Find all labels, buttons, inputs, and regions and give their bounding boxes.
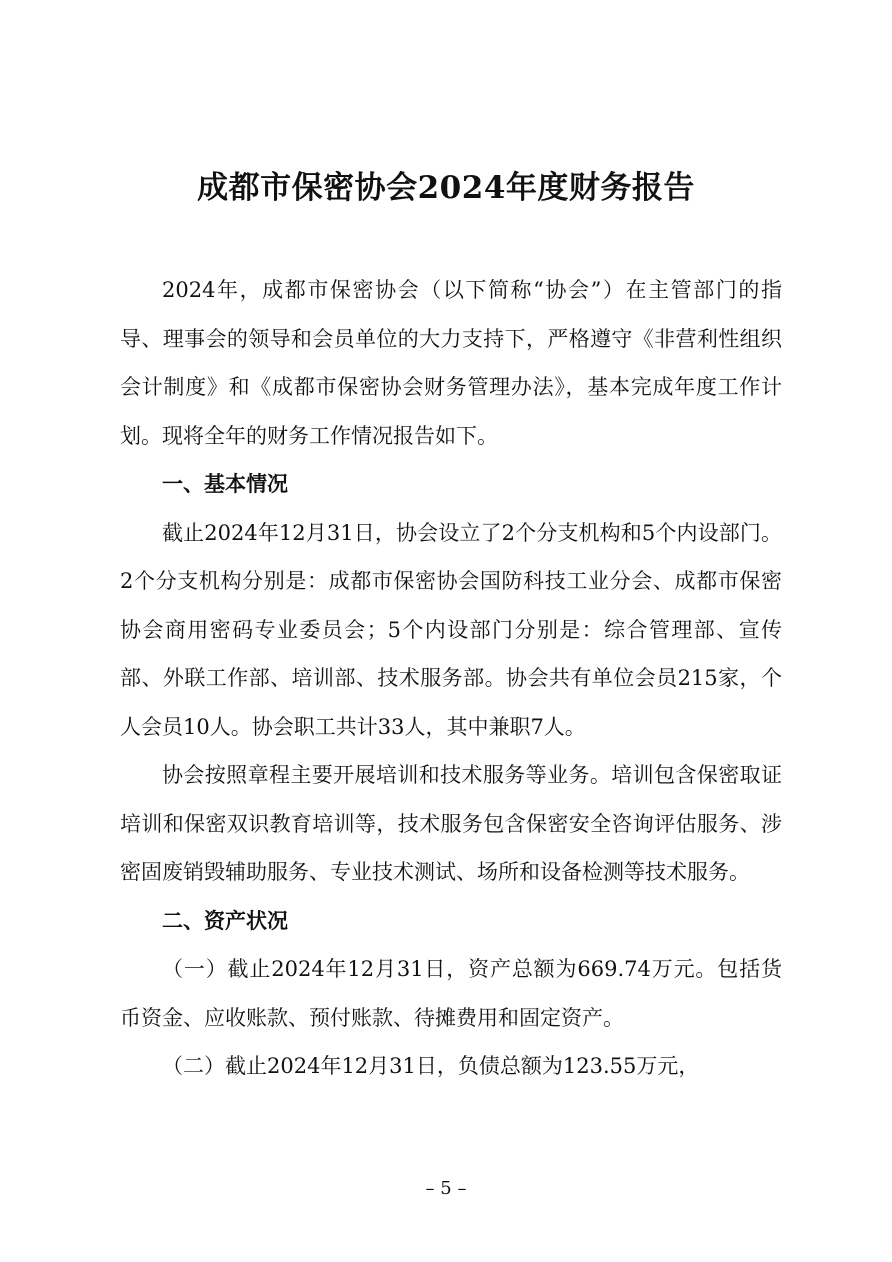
page-number: – 5 – <box>425 1178 467 1199</box>
liabilities-paragraph: （二）截止2024年12月31日，负债总额为123.55万元， <box>162 1054 700 1078</box>
assets-paragraph: （一）截止2024年12月31日，资产总额为669.74万元。包括货币资金、应收账款、预付账款、待摊费用和固定资产。 <box>120 957 782 1030</box>
document-title: 成都市保密协会2024年度财务报告 <box>197 170 695 206</box>
intro-paragraph: 2024年，成都市保密协会（以下简称“协会”）在主管部门的指导、理事会的领导和会员单位的大力支持下，严格遵守《非营利性组织会计制度》和《成都市保密协会财务管理办法》，基本完成年度工作计划。现将全年的财务工作情况报告如下。 <box>120 278 782 448</box>
document-body <box>120 266 782 1091</box>
business-paragraph: 协会按照章程主要开展培训和技术服务等业务。培训包含保密取证培训和保密双识教育培训等，技术服务包含保密安全咨询评估服务、涉密固废销毁辅助服务、专业技术测试、场所和设备检测等技术服务。 <box>120 763 782 884</box>
section-heading-assets: 二、资产状况 <box>162 908 288 933</box>
basic-info-paragraph: 截止2024年12月31日，协会设立了2个分支机构和5个内设部门。2个分支机构分别是：成都市保密协会国防科技工业分会、成都市保密协会商用密码专业委员会；5个内设部门分别是：综合管理部、宣传部、外联工作部、培训部、技术服务部。协会共有单位会员215家，个人会员10人。协会职工共计33人，其中兼职7人。 <box>120 520 782 739</box>
section-heading-basic-info: 一、基本情况 <box>162 472 288 496</box>
